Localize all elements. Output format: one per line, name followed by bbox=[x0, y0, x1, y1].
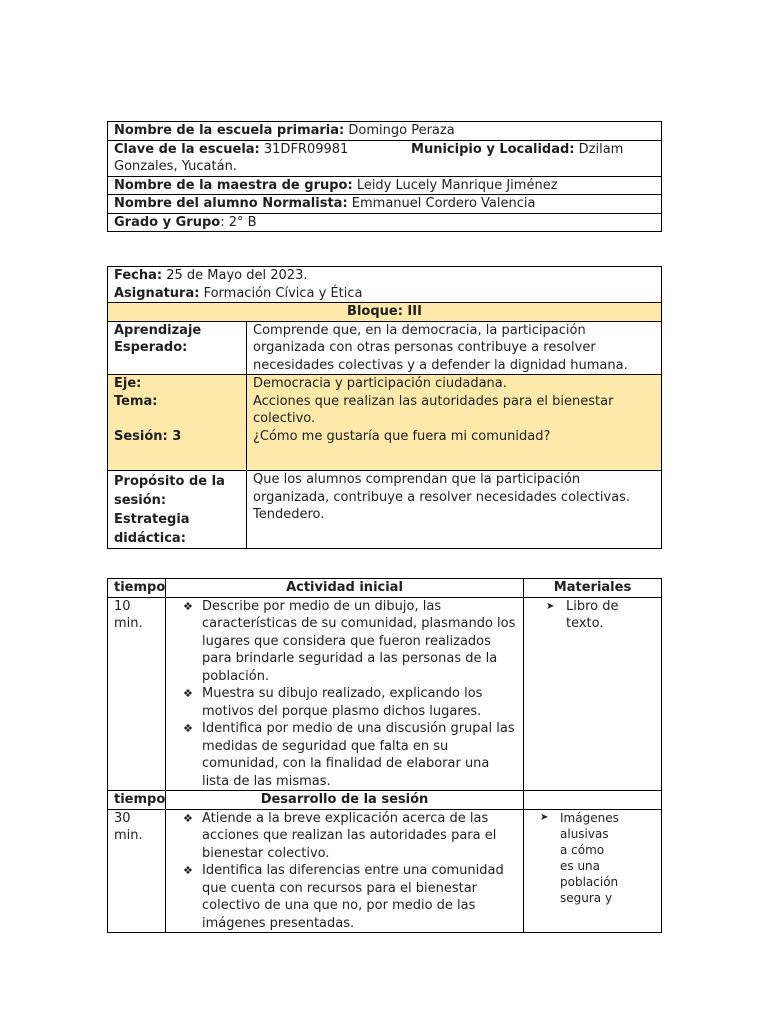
activities-table bbox=[107, 578, 662, 933]
school-key: 31DFR09981 bbox=[263, 141, 349, 157]
list-item: ❖ Identifica por medio de una discusión grupal las medidas de seguridad que falta en su comunidad, con la finalidad de elaborar una lista de las mismas. bbox=[180, 720, 517, 790]
school-name-row: Nombre de la escuela primaria: Domingo Peraza bbox=[108, 122, 662, 141]
grade-row: Grado y Grupo: 2° B bbox=[108, 213, 662, 232]
header-materials: Materiales bbox=[524, 579, 662, 598]
teacher-row: Nombre de la maestra de grupo: Leidy Lucely Manrique Jiménez bbox=[108, 176, 662, 195]
purpose-values bbox=[247, 471, 662, 549]
initial-activities bbox=[166, 597, 524, 791]
header-empty bbox=[524, 791, 662, 810]
header-time: tiempo bbox=[108, 579, 166, 598]
block-header: Bloque: III bbox=[108, 303, 662, 322]
list-item: ➤ Libro de texto. bbox=[544, 598, 655, 633]
municipality: Dzilam Gonzales, Yucatán. bbox=[114, 141, 624, 174]
student-row: Nombre del alumno Normalista: Emmanuel Cordero Valencia bbox=[108, 195, 662, 214]
axis: Democracia y participación ciudadana. bbox=[253, 376, 507, 391]
list-item: ❖ Identifica las diferencias entre una comunidad que cuenta con recursos para el bienestar colectivo de una que no, por medio de las imágenes presentadas. bbox=[180, 862, 517, 932]
learning-text: Comprende que, en la democracia, la participación organizada con otras personas contribuye a resolver necesidades colectivas y a defender la dignidad humana. bbox=[247, 321, 662, 375]
grade: : 2° B bbox=[220, 214, 257, 230]
purpose: Que los alumnos comprendan que la participación organizada, contribuye a resolver necesidades colectivas. bbox=[253, 472, 631, 505]
school-name: Domingo Peraza bbox=[348, 123, 455, 138]
student-name: Emmanuel Cordero Valencia bbox=[351, 196, 536, 211]
axis-topic-values bbox=[247, 375, 662, 471]
initial-time: 10 min. bbox=[108, 597, 166, 791]
header-development: Desarrollo de la sesión bbox=[166, 791, 524, 810]
date: 25 de Mayo del 2023. bbox=[166, 268, 308, 283]
dev-activities bbox=[166, 809, 524, 933]
axis-topic-labels: Eje: Tema: Sesión: 3 bbox=[108, 375, 247, 471]
list-item: ➤ Imágenes alusivas a cómo es una población segura y bbox=[538, 810, 655, 906]
learning-label: Aprendizaje Esperado: bbox=[108, 321, 247, 375]
plan-table bbox=[107, 266, 662, 549]
school-key-row: Clave de la escuela: 31DFR09981 Municipio y Localidad: Dzilam Gonzales, Yucatán. bbox=[108, 140, 662, 176]
list-item: ❖ Muestra su dibujo realizado, explicando los motivos del porque plasmo dichos lugares. bbox=[180, 685, 517, 720]
subject: Formación Cívica y Ética bbox=[203, 285, 363, 301]
header-time-2: tiempo bbox=[108, 791, 166, 810]
school-info-table bbox=[107, 121, 662, 232]
session-question: ¿Cómo me gustaría que fuera mi comunidad? bbox=[253, 428, 551, 444]
initial-materials bbox=[524, 597, 662, 791]
date-subject-cell: Fecha: 25 de Mayo del 2023. Asignatura: Formación Cívica y Ética bbox=[108, 267, 662, 303]
dev-time: 30 min. bbox=[108, 809, 166, 933]
dev-materials bbox=[524, 809, 662, 933]
topic: Acciones que realizan las autoridades para el bienestar colectivo. bbox=[253, 393, 614, 426]
list-item: ❖ Atiende a la breve explicación acerca de las acciones que realizan las autoridades para el bienestar colectivo. bbox=[180, 810, 517, 863]
list-item: ❖ Describe por medio de un dibujo, las características de su comunidad, plasmando los lugares que considera que fueron realizados para brindarle seguridad a las personas de la población. bbox=[180, 598, 517, 686]
strategy: Tendedero. bbox=[253, 507, 325, 522]
purpose-labels: Propósito de la sesión: Estrategia didáctica: bbox=[108, 471, 247, 549]
teacher-name: Leidy Lucely Manrique Jiménez bbox=[356, 177, 558, 193]
header-initial: Actividad inicial bbox=[166, 579, 524, 598]
